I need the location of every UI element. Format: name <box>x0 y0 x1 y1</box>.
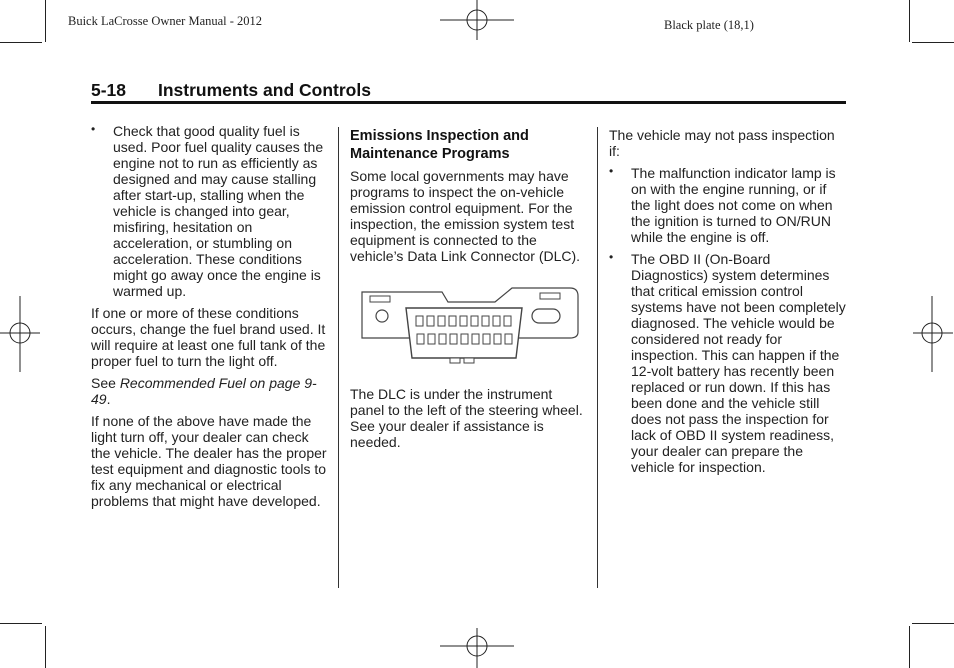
section-title: Instruments and Controls <box>158 80 371 100</box>
registration-mark-right <box>913 296 953 372</box>
paragraph: If one or more of these conditions occurs, change the fuel brand used. It will require at least one full tank of the proper fuel to turn the light off. <box>91 305 326 369</box>
paragraph: The DLC is under the instrument panel to the left of the steering wheel. See your dealer if assistance is needed. <box>350 386 583 450</box>
crop-mark <box>45 0 46 42</box>
bullet-text: Check that good quality fuel is used. Poor fuel quality causes the engine not to run as efficiently as designed and may cause stalling after start-up, stalling when the vehicle is changed into gear, misfiring, hesitation on acceleration, or stumbling on acceleration. These conditions might go away once the engine is warmed up. <box>113 123 324 299</box>
column-1 <box>91 123 331 515</box>
cross-reference-link[interactable]: Recommended Fuel on page 9-49 <box>91 375 317 407</box>
bullet-glyph: • <box>91 122 96 136</box>
paragraph: Some local governments may have programs to inspect the on-vehicle emission control equipment. For the inspection, the emission system test equipment is connected to the vehicle’s Data Link Connector (DLC). <box>350 168 581 264</box>
see-reference <box>91 375 331 407</box>
bullet-text: The OBD II (On-Board Diagnostics) system determines that critical emission control systems have not been completely diagnosed. The vehicle would be considered not ready for inspection. This can happen if the 12-volt battery has recently been replaced or run down. If this has been done and the vehicle still does not pass the inspection for lack of OBD II system readiness, your dealer can prepare the vehicle for inspection. <box>631 251 846 475</box>
see-prefix: See <box>91 375 120 391</box>
column-3 <box>609 127 847 481</box>
list-item <box>91 123 331 299</box>
plate-label: Black plate (18,1) <box>664 18 754 32</box>
crop-mark <box>909 626 910 668</box>
bullet-text: The malfunction indicator lamp is on with the engine running, or if the light does not come on when the ignition is turned to ON/RUN while the engine is off. <box>631 165 836 245</box>
registration-mark-left <box>0 296 40 372</box>
column-divider <box>338 127 339 588</box>
list-item <box>609 165 847 245</box>
registration-mark-top <box>440 0 516 40</box>
crop-mark <box>0 623 42 624</box>
manual-title: Buick LaCrosse Owner Manual - 2012 <box>68 14 263 28</box>
crop-mark <box>909 0 910 42</box>
crop-mark <box>912 623 954 624</box>
dlc-connector-illustration <box>360 286 580 372</box>
list-item <box>609 251 847 475</box>
crop-mark <box>45 626 46 668</box>
registration-mark-bottom <box>440 628 516 668</box>
paragraph: The vehicle may not pass inspection if: <box>609 127 835 159</box>
section-header <box>91 80 846 104</box>
column-2 <box>350 127 588 456</box>
bullet-glyph: • <box>609 250 614 264</box>
subsection-heading: Emissions Inspection and Maintenance Programs <box>350 128 529 162</box>
crop-mark <box>912 42 954 43</box>
see-suffix: . <box>106 391 111 407</box>
crop-mark <box>0 42 42 43</box>
paragraph: If none of the above have made the light turn off, your dealer can check the vehicle. The dealer has the proper test equipment and diagnostic tools to fix any mechanical or electrical problems that might have developed. <box>91 413 327 509</box>
column-divider <box>597 127 598 588</box>
page-number: 5-18 <box>91 80 127 100</box>
bullet-glyph: • <box>609 164 614 178</box>
